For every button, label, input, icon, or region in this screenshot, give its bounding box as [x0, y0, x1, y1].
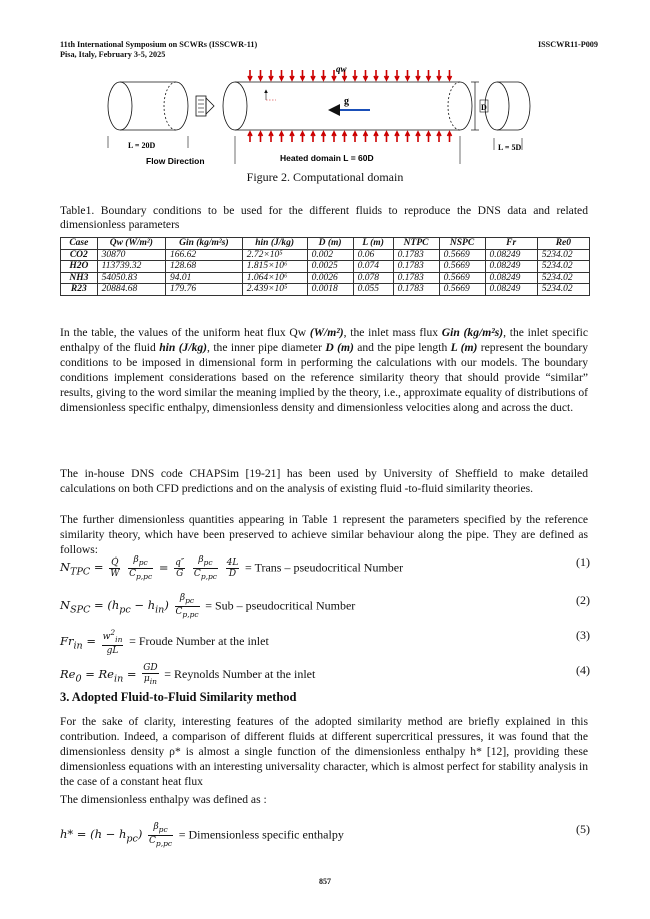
- table-cell: 2.439×10⁵: [242, 284, 307, 296]
- table-cell: 94.01: [166, 272, 243, 284]
- text-run: , the inner pipe diameter: [207, 341, 326, 354]
- equation-description: = Trans – pseudocritical Number: [245, 560, 404, 575]
- text-run-bold: L (m): [450, 341, 478, 354]
- table-cell: 0.1783: [393, 284, 439, 296]
- text-run-bold: (W/m²): [309, 326, 344, 339]
- paragraph-dimensionless: The further dimensionless quantities appearing in Table 1 represent the parameters specified by the reference similarity theory, which have been preserved to achieve similar behaviour along the pipe. They are defined as follows:: [60, 513, 588, 556]
- heat-flux-arrow-icon: [332, 132, 336, 142]
- heat-flux-arrow-icon: [259, 70, 263, 80]
- text-run: and the pipe length: [353, 341, 451, 354]
- paragraph-chapsim: The in-house DNS code CHAPSim [19-21] has been used by University of Sheffield to make detailed calculations on both CFD predictions and on the analysis of existing fluid -to-fluid similarity theories.: [60, 467, 588, 495]
- heat-flux-arrow-icon: [311, 70, 315, 80]
- table-cell: 166.62: [166, 249, 243, 261]
- table-header-cell: NSPC: [439, 238, 485, 250]
- table-cell: 0.1783: [393, 261, 439, 273]
- table-cell: 128.68: [166, 261, 243, 273]
- heat-flux-arrow-icon: [290, 132, 294, 142]
- inlet-length-label: L = 20D: [128, 141, 156, 150]
- equation-3: $Fr_{in}$ = $\frac{w^2_{in}}{gL}$ = Froude Number at the inlet (3): [60, 628, 590, 656]
- text-run: , the inlet mass flux: [343, 326, 442, 339]
- equation-4: $Re_0 = Re_{in}$ = $\frac{GD}{\mu_{in}}$ = Reynolds Number at the inlet (4): [60, 663, 590, 686]
- heated-domain-label: Heated domain L = 60D: [280, 153, 374, 163]
- heat-flux-arrow-icon: [290, 70, 294, 80]
- table-header-cell: Qw (W/m²): [97, 238, 165, 250]
- heat-flux-arrow-icon: [343, 132, 347, 142]
- table-cell: 2.72×10⁵: [242, 249, 307, 261]
- heat-flux-arrow-icon: [374, 70, 378, 80]
- heat-flux-arrow-icon: [416, 132, 420, 142]
- equation-description: = Dimensionless specific enthalpy: [178, 827, 344, 842]
- equation-description: = Froude Number at the inlet: [129, 633, 269, 648]
- heat-flux-arrow-icon: [416, 70, 420, 80]
- table-cell: 5234.02: [537, 284, 589, 296]
- table-cell: 20884.68: [97, 284, 165, 296]
- table-header-cell: hin (J/kg): [242, 238, 307, 250]
- table-cell: 5234.02: [537, 261, 589, 273]
- text-run: , the inlet specific enthalpy of the fluid: [60, 326, 588, 354]
- equation-lhs: $h* = (h - h_{pc})$: [60, 827, 143, 845]
- heat-flux-arrow-icon: [364, 132, 368, 142]
- outlet-length-label: L = 5D: [498, 143, 522, 152]
- table-cell: 0.055: [353, 284, 393, 296]
- equation-2: $N_{SPC} = (h_{pc} - h_{in})$ $\frac{\beta_{pc}}{C_{p,pc}}$ = Sub – pseudocritical Number (2): [60, 593, 590, 619]
- flow-arrow-icon: [196, 96, 214, 116]
- table-cell: 0.0026: [307, 272, 353, 284]
- equation-lhs: $N_{TPC}$ =: [60, 560, 104, 578]
- paragraph-enthalpy-intro: The dimensionless enthalpy was defined as :: [60, 793, 267, 806]
- paper-id: ISSCWR11-P009: [537, 40, 598, 49]
- table-row: [61, 284, 590, 296]
- equation-lhs: $Re_0 = Re_{in}$ =: [60, 666, 137, 685]
- table-cell: 113739.32: [97, 261, 165, 273]
- equation-description: = Reynolds Number at the inlet: [164, 666, 316, 681]
- table-cell: R23: [61, 284, 98, 296]
- heat-flux-arrow-icon: [427, 70, 431, 80]
- equation-description: = Sub – pseudocritical Number: [205, 598, 356, 613]
- heat-flux-arrow-icon: [322, 132, 326, 142]
- heat-flux-arrow-icon: [437, 70, 441, 80]
- section-heading: 3. Adopted Fluid-to-Fluid Similarity method: [60, 690, 297, 704]
- heat-flux-arrow-icon: [385, 70, 389, 80]
- heat-flux-arrow-icon: [248, 70, 252, 80]
- heat-flux-arrows: [248, 70, 452, 142]
- table-header-cell: Re0: [537, 238, 589, 250]
- table-cell: 5234.02: [537, 249, 589, 261]
- table-cell: 0.08249: [485, 261, 537, 273]
- heat-flux-arrow-icon: [269, 132, 273, 142]
- heat-flux-arrow-icon: [259, 132, 263, 142]
- heat-flux-arrow-icon: [248, 132, 252, 142]
- table-cell: 0.06: [353, 249, 393, 261]
- heat-flux-arrow-icon: [406, 70, 410, 80]
- table-cell: 0.08249: [485, 249, 537, 261]
- equation-number: (5): [576, 822, 590, 836]
- heat-flux-arrow-icon: [437, 132, 441, 142]
- table-cell: 0.1783: [393, 249, 439, 261]
- table-cell: 0.0025: [307, 261, 353, 273]
- table-caption: Table1. Boundary conditions to be used for the different fluids to reproduce the DNS data and related dimensionless parameters: [60, 204, 588, 232]
- flow-direction-label: Flow Direction: [146, 156, 205, 166]
- table-cell: 0.002: [307, 249, 353, 261]
- heat-flux-arrow-icon: [374, 132, 378, 142]
- equation-1: $N_{TPC}$ = $\frac{Q̇}{W}$ $\frac{\beta_{pc}}{C_{p,pc}}$ = $\frac{q''}{G}$ $\frac{\beta_{pc}}{C_{p,pc}}$ $\frac{4L}{D}$ = Trans – pseudocritical Number (1): [60, 555, 590, 581]
- table-cell: 0.5669: [439, 272, 485, 284]
- equation-number: (1): [576, 555, 590, 569]
- figure-caption: Figure 2. Computational domain: [246, 170, 404, 184]
- table-header-cell: L (m): [353, 238, 393, 250]
- heat-flux-arrow-icon: [280, 132, 284, 142]
- table-cell: 0.074: [353, 261, 393, 273]
- g-label: g: [344, 96, 349, 107]
- heat-flux-arrow-icon: [448, 70, 452, 80]
- text-run-bold: D (m): [325, 341, 354, 354]
- computational-domain-figure: [70, 66, 590, 186]
- table-cell: 0.08249: [485, 272, 537, 284]
- text-run: In the table, the values of the uniform heat flux Qw: [60, 326, 310, 339]
- equation-5: $h* = (h - h_{pc})$ $\frac{\beta_{pc}}{C_{p,pc}}$ = Dimensionless specific enthalpy (5): [60, 822, 590, 848]
- symposium-title: 11th International Symposium on SCWRs (ISSCWR-11): [60, 40, 258, 49]
- heat-flux-arrow-icon: [385, 132, 389, 142]
- equation-lhs: $N_{SPC} = (h_{pc} - h_{in})$: [60, 598, 169, 616]
- page-number: 857: [319, 877, 331, 886]
- heat-flux-arrow-icon: [448, 132, 452, 142]
- table-cell: 0.5669: [439, 284, 485, 296]
- heat-flux-arrow-icon: [301, 132, 305, 142]
- table-cell: 30870: [97, 249, 165, 261]
- heat-flux-arrow-icon: [406, 132, 410, 142]
- heat-flux-arrow-icon: [395, 132, 399, 142]
- paragraph-similarity-method: For the sake of clarity, interesting features of the adopted similarity method are briefly explained in this contribution. Indeed, a comparison of different fluids at different supercritical pressures, it was found that the dimensionless density ρ* is almost a single function of the dimensionless enthalpy h* [12], providing these dimensionless equations with an interesting universality character, which is almost perfect for stability analysis in the case of a constant heat flux: [60, 715, 588, 788]
- d-label: D: [481, 103, 487, 112]
- equation-number: (3): [576, 628, 590, 642]
- table-cell: 0.5669: [439, 249, 485, 261]
- equation-number: (2): [576, 593, 590, 607]
- table-cell: NH3: [61, 272, 98, 284]
- text-run-bold: Gin (kg/m²s): [441, 326, 504, 339]
- table-row: [61, 261, 590, 273]
- axis-icon: [266, 90, 276, 100]
- table-cell: 5234.02: [537, 272, 589, 284]
- table-cell: 0.1783: [393, 272, 439, 284]
- equation-lhs: $Fr_{in}$ =: [60, 633, 97, 652]
- table-header-cell: Case: [61, 238, 98, 250]
- table-row: [61, 249, 590, 261]
- header-left: [60, 40, 257, 60]
- table-cell: 54050.83: [97, 272, 165, 284]
- table-cell: 0.5669: [439, 261, 485, 273]
- heat-flux-arrow-icon: [353, 70, 357, 80]
- table-cell: 0.0018: [307, 284, 353, 296]
- heat-flux-arrow-icon: [301, 70, 305, 80]
- outlet-cylinder: [485, 82, 530, 130]
- paragraph-boundary-conditions: [60, 325, 588, 415]
- table-cell: 1.815×10⁶: [242, 261, 307, 273]
- heat-flux-arrow-icon: [427, 132, 431, 142]
- table-cell: 0.078: [353, 272, 393, 284]
- table-cell: H2O: [61, 261, 98, 273]
- heat-flux-arrow-icon: [364, 70, 368, 80]
- heat-flux-arrow-icon: [395, 70, 399, 80]
- heat-flux-arrow-icon: [269, 70, 273, 80]
- table-cell: 179.76: [166, 284, 243, 296]
- heat-flux-arrow-icon: [322, 70, 326, 80]
- table-header-cell: Fr: [485, 238, 537, 250]
- boundary-conditions-table: [60, 237, 590, 296]
- table-header-row: [61, 238, 590, 250]
- table-header-cell: D (m): [307, 238, 353, 250]
- equation-number: (4): [576, 663, 590, 677]
- inlet-cylinder: [108, 82, 188, 130]
- table-header-cell: NTPC: [393, 238, 439, 250]
- qw-label: qw: [336, 66, 347, 74]
- table-row: [61, 272, 590, 284]
- heat-flux-arrow-icon: [353, 132, 357, 142]
- table-header-cell: Gin (kg/m²s): [166, 238, 243, 250]
- heat-flux-arrow-icon: [311, 132, 315, 142]
- text-run: represent the boundary conditions to be imposed in dimensional form in performing the calculations with our models. The boundary conditions implement considerations based on the reference similarity theory that should provide “similar” results, giving to the word similar the meaning implied by the theory, i.e., approximate equality of distributions of dimensionless specific enthalpy, dimensionless density and dimensionless velocities along and across the duct.: [60, 341, 588, 414]
- table-cell: 1.064×10⁶: [242, 272, 307, 284]
- table-cell: CO2: [61, 249, 98, 261]
- symposium-location: Pisa, Italy, February 3-5, 2025: [60, 50, 166, 59]
- heat-flux-arrow-icon: [280, 70, 284, 80]
- text-run-bold: hin (J/kg): [159, 341, 208, 354]
- table-cell: 0.08249: [485, 284, 537, 296]
